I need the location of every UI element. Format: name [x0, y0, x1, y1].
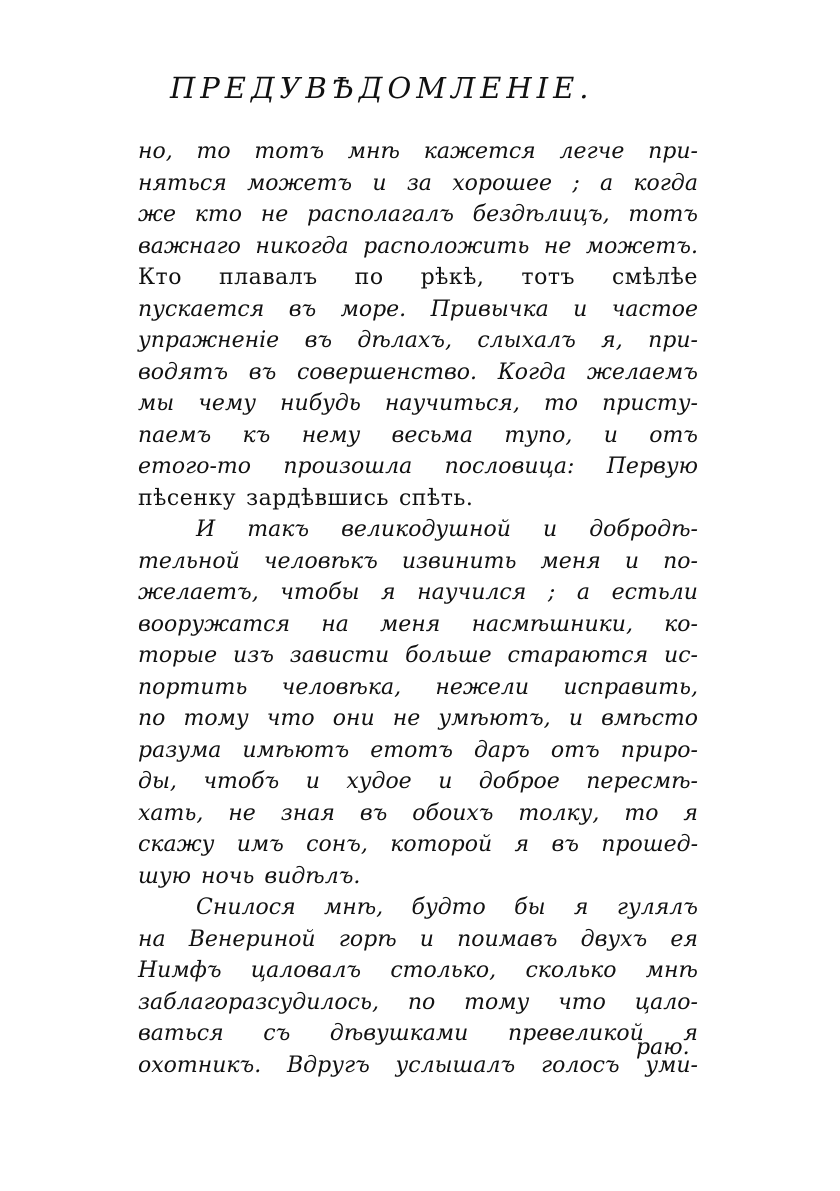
text-line: ды, чтобъ и худое и доброе пересмѣ- — [138, 769, 698, 794]
text-line: Кто плавалъ по рѣкѣ, тотъ смѣлѣе — [138, 265, 698, 290]
text-line: тельной человѣкъ извинить меня и по- — [138, 548, 698, 574]
text-line: пускается въ море. Привычка и частое — [138, 296, 698, 322]
text-line: И такъ великодушной и добродѣ- — [196, 517, 698, 542]
text-line: портить человѣка, нежели исправить, — [138, 674, 698, 700]
text-line: торые изъ зависти больше стараются ис- — [138, 643, 698, 668]
text-line: желаетъ, чтобы я научился ; а естьли — [138, 580, 698, 605]
text-line: скажу имъ сонъ, которой я въ прошед- — [138, 832, 698, 857]
catchword: раю. — [636, 1035, 690, 1060]
text-line: няться можетъ и за хорошее ; а когда — [138, 170, 698, 196]
text-line: вооружатся на меня насмѣшники, ко- — [138, 611, 698, 637]
text-line: шую ночь видѣлъ. — [138, 863, 361, 889]
text-line: заблагоразсудилось, по тому что цало- — [138, 989, 698, 1015]
text-line: пѣсенку зардѣвшись спѣть. — [138, 485, 474, 511]
text-line: но, то тотъ мнѣ кажется легче при- — [138, 139, 698, 164]
text-line: етого-то произошла пословица: Первую — [138, 454, 698, 479]
text-line: мы чему нибудь научиться, то присту- — [138, 391, 698, 416]
text-line: охотникъ. Вдругъ услышалъ голосъ уми- — [138, 1052, 698, 1078]
body-text — [138, 136, 698, 1081]
text-line: упражненіе въ дѣлахъ, слыхалъ я, при- — [138, 328, 698, 353]
text-line: важнаго никогда расположить не можетъ. — [138, 233, 698, 259]
text-line: хать, не зная въ обоихъ толку, то я — [138, 800, 698, 826]
text-line: Снилося мнѣ, будто бы я гулялъ — [196, 895, 698, 920]
text-line: ваться съ дѣвушками превеликой я — [138, 1021, 698, 1046]
text-line: паемъ къ нему весьма тупо, и отъ — [138, 422, 698, 448]
page-heading: ПРЕДУВѢДОМЛЕНІЕ. — [170, 71, 594, 105]
text-line: Нимфъ цаловалъ столько, сколько мнѣ — [138, 958, 698, 983]
text-line: же кто не располагалъ бездѣлицъ, тотъ — [138, 202, 698, 227]
text-line: на Венериной горѣ и поимавъ двухъ ея — [138, 926, 698, 952]
text-line: водятъ въ совершенство. Когда желаемъ — [138, 359, 698, 385]
text-line: по тому что они не умѣютъ, и вмѣсто — [138, 706, 698, 731]
text-line: разума имѣютъ етотъ даръ отъ приро- — [138, 737, 698, 763]
